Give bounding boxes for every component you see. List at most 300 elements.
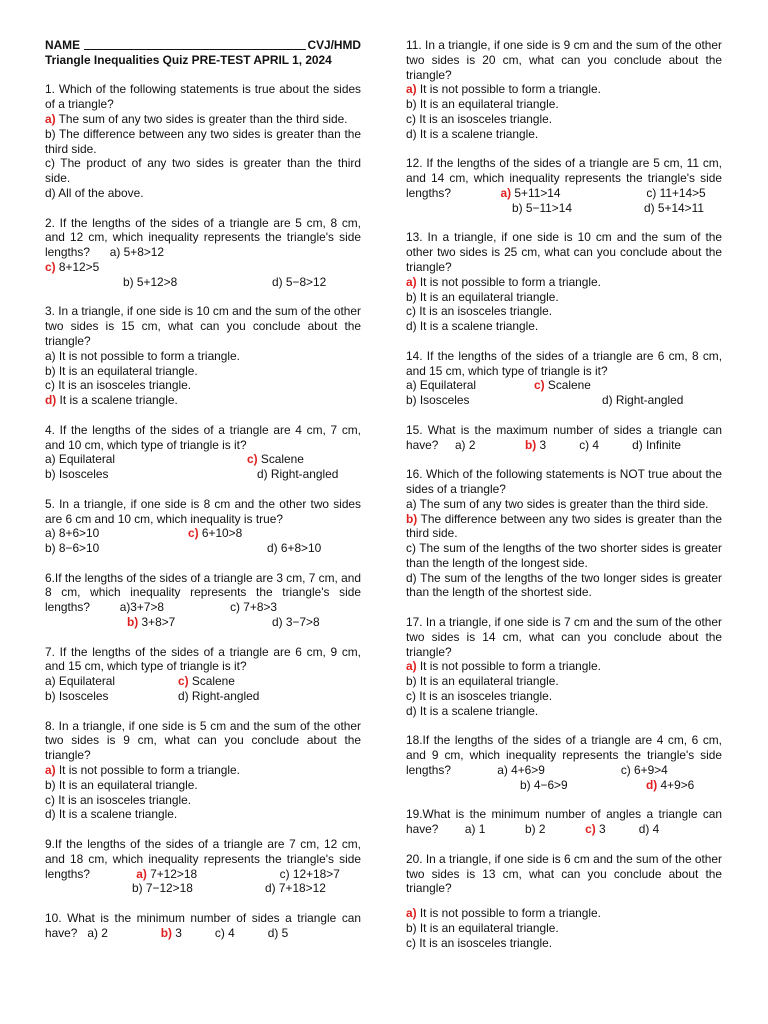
option-b[interactable] [127,615,175,630]
option-text: Infinite [642,437,681,452]
question-6 [45,571,361,630]
option-d[interactable] [406,571,722,601]
option-text: 6+9>4 [630,763,668,778]
option-label: a) [87,925,98,940]
stem-text: 2. If the lengths of the sides of a triangle are 5 cm, 8 cm, and 12 cm, which inequality represents the triangle's side lengths? [45,215,361,260]
option-a[interactable] [120,600,164,614]
question-stem: 14. If the lengths of the sides of a triangle are 6 cm, 8 cm, and 15 cm, which type of triangle is it? [406,348,722,378]
option-c[interactable] [178,674,235,689]
question-9 [45,837,361,896]
option-text: Isosceles [55,467,109,482]
option-label: c) [279,866,290,881]
option-text: The difference between any two sides is greater than the third side. [45,126,361,156]
answer-mark: a) [406,82,417,97]
options-row [406,393,722,408]
option-text: 8+6>10 [55,526,100,541]
option-b[interactable] [123,275,177,290]
option-text: 3 [595,822,606,837]
option-d[interactable] [406,127,722,142]
option-b[interactable] [45,689,108,704]
option-a[interactable] [45,763,361,778]
option-d[interactable] [45,807,361,822]
option-text: It is an isosceles triangle. [415,935,553,950]
question-stem: 7. If the lengths of the sides of a triangle are 6 cm, 9 cm, and 15 cm, which type of triangle is it? [45,644,361,674]
option-a[interactable] [406,378,476,393]
option-text: 12+18>7 [289,866,340,881]
option-text: 4+6>9 [507,763,545,778]
option-text: 4+9>6 [657,777,695,792]
option-text: Equilateral [55,674,116,689]
option-c[interactable] [188,526,242,541]
answer-mark: a) [45,111,56,126]
option-b[interactable] [406,674,722,689]
option-label: d) [45,185,56,200]
answer-mark: c) [534,378,545,393]
question-1 [45,82,361,200]
option-a[interactable] [45,452,115,467]
option-a[interactable] [45,674,115,689]
option-text: It is an equilateral triangle. [416,921,559,936]
option-label: d) [272,274,283,289]
question-stem: 13. In a triangle, if one side is 10 cm and the sum of the other two sides is 25 cm, what can you conclude about the triangle? [406,230,722,274]
option-label: a) [109,245,121,260]
option-text: Scalene [188,674,235,689]
option-text: Scalene [544,378,591,393]
option-label: b) [45,541,56,556]
option-text: It is an isosceles triangle. [54,378,192,393]
option-text: 5+14>11 [654,200,704,215]
question-stem: 16. Which of the following statements is NOT true about the sides of a triangle? [406,467,722,496]
stem-text: 10. What is the minimum number of sides a triangle can have? [45,911,361,940]
option-a[interactable] [87,926,108,940]
option-c[interactable] [406,541,722,571]
option-c[interactable] [534,378,591,393]
question-stem: 17. In a triangle, if one side is 7 cm and the sum of the other two sides is 14 cm, what can you conclude about the triangle? [406,615,722,659]
option-text: 7−12>18 [142,881,193,896]
option-text: 5+12>8 [133,274,178,289]
option-text: It is a scalene triangle. [55,807,178,822]
option-text: It is an equilateral triangle. [55,777,198,792]
option-text: Isosceles [55,689,109,704]
option-text: It is not possible to form a triangle. [416,82,601,97]
option-label: a) [464,822,476,837]
answer-mark: a) [500,185,512,200]
option-text: It is a scalene triangle. [416,319,539,334]
option-label: c) [406,304,416,319]
option-text: Right-angled [188,689,260,704]
option-text: 1 [475,822,486,837]
question-stem: 4. If the lengths of the sides of a triangle are 4 cm, 7 cm, and 10 cm, which type of triangle is it? [45,422,361,452]
option-text: The sum of the lengths of the two shorter sides is greater than the length of the longest side. [406,541,722,570]
option-label: c) [45,378,55,393]
question-17 [406,615,722,719]
option-b[interactable] [406,512,722,542]
option-a[interactable] [406,497,722,512]
option-c[interactable] [406,936,722,951]
option-label: c) [406,689,416,704]
option-a[interactable] [406,906,722,921]
option-b[interactable] [406,393,469,408]
option-text: It is an equilateral triangle. [416,97,559,112]
option-label: d) [406,126,417,141]
name-line [45,38,361,53]
option-text: It is an isosceles triangle. [415,111,553,126]
option-d[interactable] [406,704,722,719]
option-b[interactable] [406,97,722,112]
option-c[interactable] [247,452,304,467]
question-stem [45,216,361,260]
options-row [45,452,361,467]
option-text: The sum of any two sides is greater than the third side. [416,496,709,511]
stem-text: 12. If the lengths of the sides of a triangle are 5 cm, 11 cm, and 14 cm, which inequality represents the triangle's side lengths? [406,156,722,200]
option-text: 3−7>8 [282,615,320,630]
option-text: It is an isosceles triangle. [415,689,553,704]
option-text: It is not possible to form a triangle. [416,906,601,921]
option-d[interactable] [272,275,326,290]
option-label: a) [119,600,131,615]
option-b[interactable] [161,926,182,940]
options-row [406,201,722,216]
option-text: It is an equilateral triangle. [416,289,559,304]
option-label: b) [406,393,417,408]
option-label: c) [620,763,631,778]
option-text: Scalene [257,452,304,467]
option-label: b) [406,921,417,936]
stem-text: 9.If the lengths of the sides of a triangle are 7 cm, 12 cm, and 18 cm, which inequality represents the triangle's side lengths? [45,837,361,881]
options-row [45,674,361,689]
option-text: 3 [536,437,547,452]
question-16 [406,467,722,600]
option-text: All of the above. [55,185,144,200]
option-d[interactable] [632,438,681,452]
question-2 [45,216,361,290]
answer-mark: b) [160,925,172,940]
answer-mark: a) [45,763,56,778]
answer-mark: d) [646,777,658,792]
option-d[interactable] [45,186,361,201]
option-label: a) [45,452,56,467]
stem-text: 18.If the lengths of the sides of a triangle are 4 cm, 6 cm, and 9 cm, which inequality represents the triangle's side lengths? [406,733,722,778]
option-text: It is a scalene triangle. [56,393,178,408]
option-label: c) [646,185,657,200]
option-label: c) [230,600,240,615]
option-label: b) [406,97,417,112]
question-7 [45,645,361,704]
option-a[interactable] [406,82,722,97]
option-d[interactable] [265,881,326,896]
option-text: The product of any two sides is greater than the third side. [45,156,361,186]
option-a[interactable] [465,822,486,836]
option-label: b) [132,881,143,896]
options-row [45,689,361,704]
stem-text: 19.What is the minimum number of angles a triangle can have? [406,807,722,837]
option-a[interactable] [406,659,722,674]
question-13 [406,230,722,334]
option-label: b) [406,674,417,689]
option-label: c) [406,935,416,950]
option-text: It is an isosceles triangle. [415,304,553,319]
option-text: 2 [97,925,108,940]
option-b[interactable] [406,921,722,936]
option-b[interactable] [512,201,572,216]
option-text: It is a scalene triangle. [416,126,539,141]
right-column [406,38,722,951]
question-15 [406,423,722,453]
answer-mark: a) [406,906,417,921]
option-b[interactable] [45,467,108,482]
option-c[interactable] [406,304,722,319]
answer-mark: c) [188,526,199,541]
option-d[interactable] [406,319,722,334]
option-text: The sum of the lengths of the two longer sides is greater than the length of the shortest side. [406,570,722,600]
option-label: c) [45,792,55,807]
option-label: c) [406,111,416,126]
option-label: d) [257,467,268,482]
option-text: It is not possible to form a triangle. [416,659,601,674]
question-stem: 1. Which of the following statements is true about the sides of a triangle? [45,82,361,112]
option-text: 5+8>12 [120,245,165,260]
option-text: 6+8>10 [277,541,322,556]
option-d[interactable] [45,393,361,408]
options-row [406,378,722,393]
option-label: a) [45,348,56,363]
answer-mark: c) [247,452,258,467]
option-text: It is an equilateral triangle. [55,363,198,378]
question-stem [45,911,361,941]
option-text: 2 [465,437,476,452]
option-label: a) [406,496,417,511]
question-stem [406,807,722,837]
option-c[interactable] [646,186,705,200]
option-d[interactable] [646,778,694,793]
option-b[interactable] [45,127,361,157]
option-text: 5+11>14 [511,185,561,200]
option-text: It is an isosceles triangle. [54,792,192,807]
option-b[interactable] [132,881,193,896]
option-label: d) [602,393,613,408]
option-label: b) [45,777,56,792]
answer-mark: c) [178,674,189,689]
option-d[interactable] [272,615,320,630]
option-text: It is an equilateral triangle. [416,674,559,689]
option-text: Equilateral [416,378,477,393]
question-stem: 11. In a triangle, if one side is 9 cm and the sum of the other two sides is 20 cm, what can you conclude about the triangle? [406,38,722,82]
option-a[interactable] [455,438,476,452]
option-label: c) [45,156,55,171]
question-stem: 3. In a triangle, if one side is 10 cm and the sum of the other two sides is 15 cm, what can you conclude about the triangle? [45,304,361,348]
option-b[interactable] [45,364,361,379]
option-text: 3+8>7 [138,615,176,630]
section-label: CVJ/HMD [307,38,361,52]
option-text: Right-angled [612,393,684,408]
name-label: NAME [45,38,81,52]
option-label: d) [267,541,278,556]
option-label: a) [454,437,466,452]
options-row [45,275,361,290]
option-c[interactable] [406,689,722,704]
answer-mark: a) [406,274,417,289]
option-text: 5−11>14 [522,200,572,215]
option-c[interactable] [45,156,361,186]
option-c[interactable] [280,867,340,881]
answer-mark: b) [406,511,418,526]
question-10 [45,911,361,941]
question-stem [45,571,361,615]
options-row [406,778,722,793]
option-c[interactable] [406,112,722,127]
question-4 [45,423,361,482]
option-label: d) [644,200,655,215]
question-12 [406,156,722,215]
option-label: a) [497,763,508,778]
question-14 [406,349,722,408]
option-text: Right-angled [267,467,339,482]
option-c[interactable] [621,763,668,777]
stem-text: 6.If the lengths of the sides of a triangle are 3 cm, 7 cm, and 8 cm, which inequality represents the triangle's side lengths? [45,570,361,615]
option-text: 7+8>3 [240,600,278,615]
stem-text: 15. What is the maximum number of sides a triangle can have? [406,422,722,452]
option-d[interactable] [267,541,321,556]
option-c[interactable] [215,926,235,940]
option-label: c) [214,925,225,940]
quiz-title: Triangle Inequalities Quiz PRE-TEST APRIL 1, 2024 [45,52,332,67]
question-stem: 5. In a triangle, if one side is 8 cm and the other two sides are 6 cm and 10 cm, which inequality is true? [45,496,361,526]
option-b[interactable] [45,778,361,793]
option-text: It is not possible to form a triangle. [416,274,601,289]
question-stem [406,423,722,453]
left-column [45,38,361,941]
option-label: b) [45,363,56,378]
options-row [45,615,361,630]
option-label: c) [406,541,416,556]
option-a[interactable] [110,245,164,259]
option-b[interactable] [525,822,546,836]
option-b[interactable] [45,541,99,556]
question-3 [45,304,361,408]
answer-mark: d) [45,393,57,408]
option-text: Isosceles [416,393,470,408]
option-label: c) [579,437,590,452]
option-label: d) [406,570,417,585]
option-b[interactable] [520,778,568,793]
options-row [45,526,361,541]
options-row [45,467,361,482]
options-row [45,541,361,556]
option-text: 4−6>9 [530,777,568,792]
option-text: The difference between any two sides is greater than the third side. [406,511,722,541]
option-d[interactable] [644,201,704,216]
option-label: d) [406,703,417,718]
question-19 [406,807,722,837]
option-text: 5−8>12 [282,274,327,289]
option-b[interactable] [525,438,546,452]
option-text: 3+7>8 [130,600,165,615]
option-label: b) [45,467,56,482]
option-label: d) [265,881,276,896]
option-d[interactable] [178,689,259,704]
option-label: b) [406,289,417,304]
option-text: 3 [171,925,182,940]
option-text: 7+12>18 [146,866,198,881]
option-text: 4 [224,925,235,940]
option-text: 5 [278,925,289,940]
options-row [45,881,361,896]
answer-mark: b) [525,437,537,452]
option-a[interactable] [501,186,561,200]
option-c[interactable] [45,260,361,275]
question-8 [45,719,361,823]
option-text: Equilateral [55,452,116,467]
option-a[interactable] [45,349,361,364]
option-a[interactable] [136,867,197,881]
option-label: a) [45,526,56,541]
question-stem: 8. In a triangle, if one side is 5 cm and the sum of the other two sides is 9 cm, what can you conclude about the triangle? [45,718,361,763]
question-stem [45,837,361,881]
option-text: 4 [649,822,660,837]
question-stem [406,156,722,200]
option-label: d) [178,689,189,704]
answer-mark: c) [585,822,596,837]
option-label: d) [267,925,279,940]
option-label: b) [512,200,523,215]
option-label: d) [272,615,283,630]
option-c[interactable] [579,438,599,452]
option-c[interactable] [230,600,277,614]
question-stem: 20. In a triangle, if one side is 6 cm and the sum of the other two sides is 13 cm, what can you conclude about the triangle? [406,851,722,896]
answer-mark: c) [45,259,56,274]
option-text: The sum of any two sides is greater than the third side. [55,111,348,126]
option-label: b) [123,274,134,289]
name-blank[interactable] [84,38,306,50]
option-d[interactable] [639,822,660,836]
option-c[interactable] [45,378,361,393]
option-text: It is not possible to form a triangle. [55,763,240,778]
option-label: d) [632,437,643,452]
option-label: b) [45,126,56,141]
option-label: a) [406,378,417,393]
option-text: 7+18>12 [275,881,326,896]
option-d[interactable] [268,926,289,940]
question-11 [406,38,722,142]
answer-mark: b) [127,615,139,630]
option-label: b) [525,822,536,837]
option-a[interactable] [45,526,99,541]
option-a[interactable] [45,112,361,127]
option-label: d) [638,822,650,837]
option-text: 2 [535,822,546,837]
answer-mark: a) [136,866,147,881]
option-label: b) [45,689,56,704]
option-text: 6+10>8 [198,526,243,541]
question-18 [406,733,722,792]
option-d[interactable] [257,467,338,482]
option-label: d) [406,319,417,334]
question-stem [406,733,722,777]
option-c[interactable] [585,822,606,836]
option-label: d) [45,807,56,822]
question-20 [406,852,722,951]
option-label: b) [520,777,531,792]
option-text: 8+12>5 [55,259,100,274]
option-a[interactable] [406,275,722,290]
option-a[interactable] [497,763,545,777]
option-b[interactable] [406,290,722,305]
option-d[interactable] [602,393,683,408]
option-c[interactable] [45,793,361,808]
option-label: a) [45,674,56,689]
option-text: It is not possible to form a triangle. [55,348,240,363]
option-text: 4 [589,437,600,452]
